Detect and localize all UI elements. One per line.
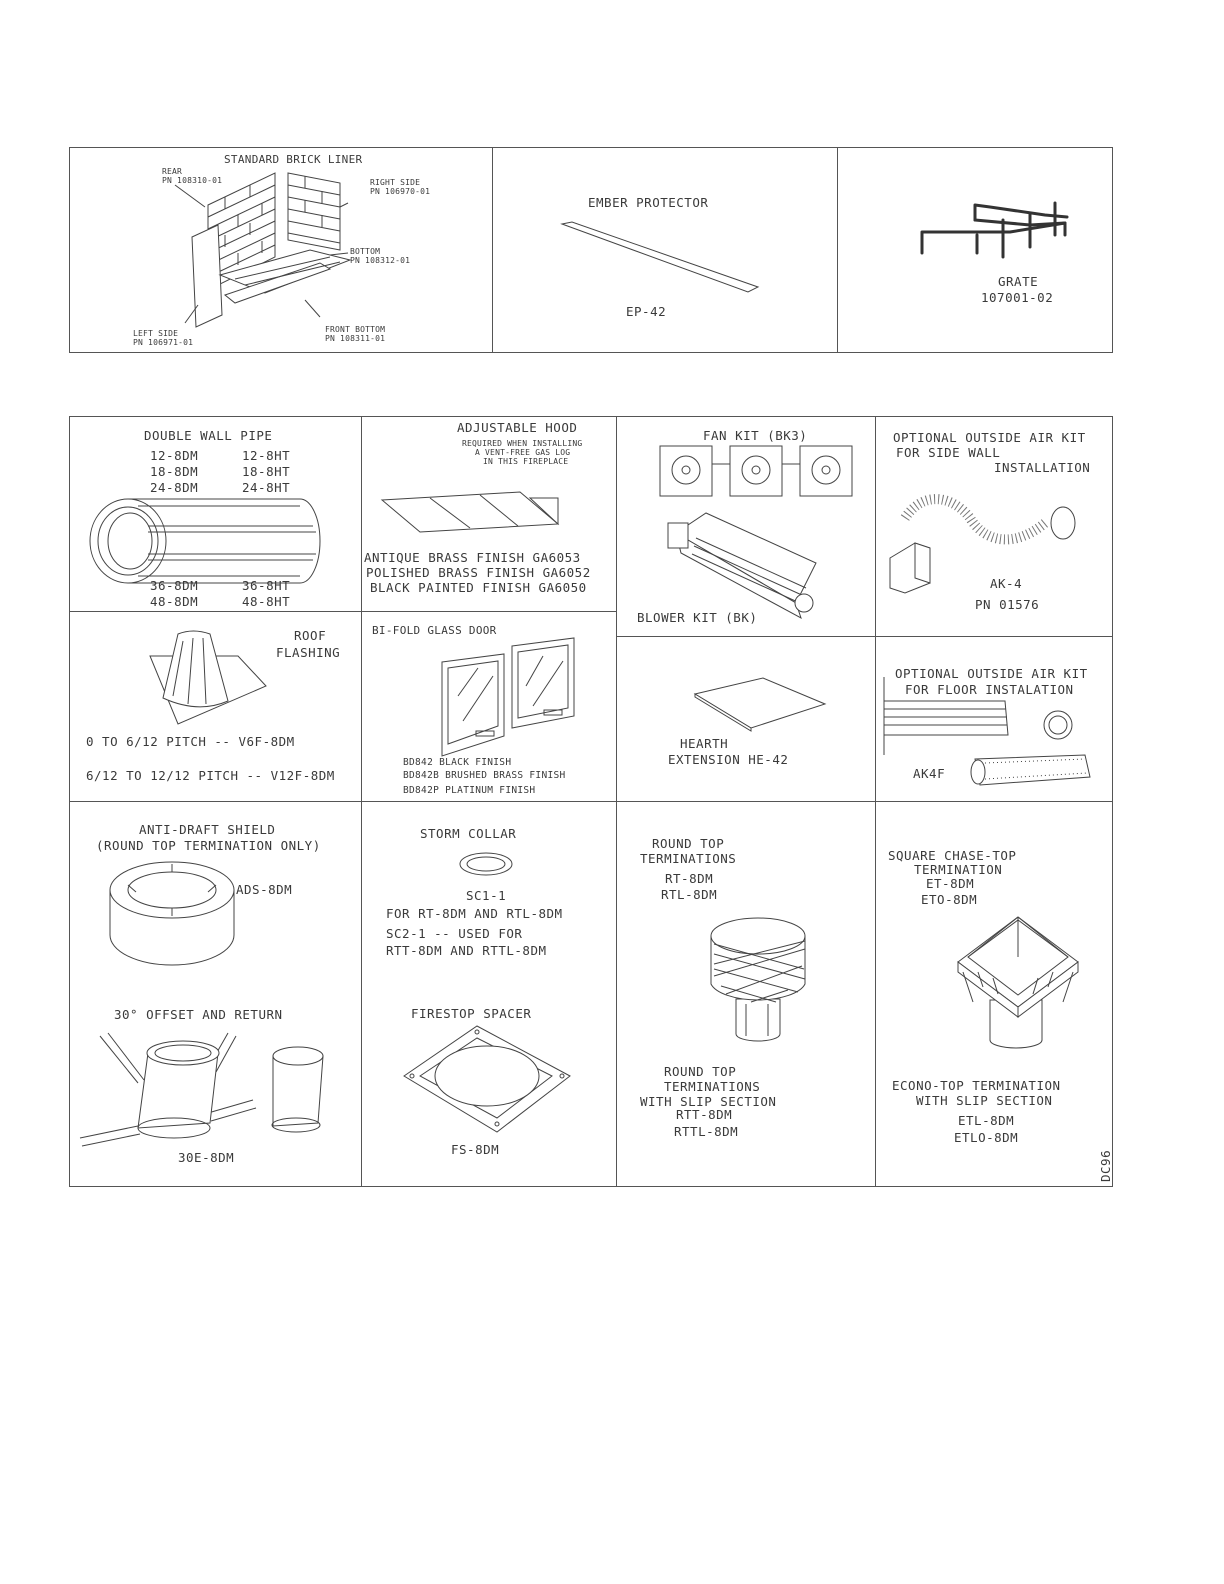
square-top-part: ETO-8DM <box>921 892 978 907</box>
round-top-part: RT-8DM <box>665 871 714 886</box>
right-side-pn: PN 106970-01 <box>370 187 431 196</box>
hearth-extension-drawing <box>693 676 828 731</box>
round-top-title: TERMINATIONS <box>640 851 737 866</box>
glass-door-finish: BD842B BRUSHED BRASS FINISH <box>403 770 566 781</box>
air-kit-side-pn: PN 01576 <box>975 597 1040 612</box>
hearth-title: EXTENSION HE-42 <box>668 752 789 767</box>
round-top-slip-part: RTTL-8DM <box>674 1124 739 1139</box>
round-top-slip-title: ROUND TOP <box>664 1064 737 1079</box>
glass-door-drawing <box>438 636 578 758</box>
roof-flashing-drawing <box>148 626 268 726</box>
grate-part: 107001-02 <box>981 290 1054 305</box>
storm-collar-drawing <box>456 850 516 880</box>
glass-door-finish: BD842 BLACK FINISH <box>403 757 512 768</box>
pipe-part: 24-8DM <box>150 480 199 495</box>
glass-door-finish: BD842P PLATINUM FINISH <box>403 785 536 796</box>
roof-flashing-title: FLASHING <box>276 645 341 660</box>
econo-top-title: WITH SLIP SECTION <box>916 1093 1053 1108</box>
round-top-title: ROUND TOP <box>652 836 725 851</box>
air-kit-floor-part: AK4F <box>913 766 946 781</box>
fan-kit-drawing <box>658 444 868 500</box>
hood-finish: BLACK PAINTED FINISH GA6050 <box>370 580 587 595</box>
ember-protector-title: EMBER PROTECTOR <box>588 195 709 210</box>
anti-draft-drawing <box>108 860 238 970</box>
pipe-part: 48-8DM <box>150 594 199 609</box>
air-kit-floor-title: OPTIONAL OUTSIDE AIR KIT <box>895 666 1088 681</box>
pipe-part: 18-8HT <box>242 464 291 479</box>
hood-title: ADJUSTABLE HOOD <box>457 420 578 435</box>
ember-protector-part: EP-42 <box>626 304 667 319</box>
anti-draft-title: ANTI-DRAFT SHIELD <box>139 822 276 837</box>
sc1-part: SC1-1 <box>466 888 507 903</box>
roof-pitch-1: 0 TO 6/12 PITCH -- V6F-8DM <box>86 734 295 749</box>
round-top-slip-title: WITH SLIP SECTION <box>640 1094 777 1109</box>
econo-top-title: ECONO-TOP TERMINATION <box>892 1078 1061 1093</box>
divider <box>69 611 616 612</box>
square-top-drawing <box>948 912 1088 1052</box>
hood-drawing <box>380 488 560 538</box>
rear-label: REAR <box>162 167 183 176</box>
offset-drawing <box>78 1028 348 1148</box>
econo-top-part: ETL-8DM <box>958 1113 1015 1128</box>
divider <box>837 147 838 353</box>
divider <box>616 636 1113 637</box>
pipe-part: 36-8DM <box>150 578 199 593</box>
square-top-title: TERMINATION <box>914 862 1003 877</box>
pipe-part: 12-8DM <box>150 448 199 463</box>
grate-title: GRATE <box>998 274 1039 289</box>
air-kit-side-title: FOR SIDE WALL <box>896 445 1001 460</box>
econo-top-part: ETLO-8DM <box>954 1130 1019 1145</box>
sc2-desc: RTT-8DM AND RTTL-8DM <box>386 943 547 958</box>
brick-liner-drawing <box>180 165 360 335</box>
square-top-title: SQUARE CHASE-TOP <box>888 848 1017 863</box>
hood-note: REQUIRED WHEN INSTALLING <box>462 439 583 448</box>
air-kit-floor-title: FOR FLOOR INSTALATION <box>905 682 1074 697</box>
sc2-part: SC2-1 -- USED FOR <box>386 926 523 941</box>
round-top-drawing <box>706 914 816 1044</box>
anti-draft-title: (ROUND TOP TERMINATION ONLY) <box>96 838 321 853</box>
blower-kit-label: BLOWER KIT (BK) <box>637 610 758 625</box>
storm-collar-title: STORM COLLAR <box>420 826 517 841</box>
drawing-id: DC96 <box>1098 1149 1113 1182</box>
pipe-part: 12-8HT <box>242 448 291 463</box>
air-kit-side-part: AK-4 <box>990 576 1023 591</box>
square-top-part: ET-8DM <box>926 876 975 891</box>
bottom-pn: PN 108312-01 <box>350 256 411 265</box>
bottom-label: BOTTOM <box>350 247 381 256</box>
hood-note: A VENT-FREE GAS LOG <box>475 448 571 457</box>
air-kit-side-title: OPTIONAL OUTSIDE AIR KIT <box>893 430 1086 445</box>
firestop-part: FS-8DM <box>451 1142 500 1157</box>
roof-flashing-title: ROOF <box>294 628 327 643</box>
hood-finish: ANTIQUE BRASS FINISH GA6053 <box>364 550 581 565</box>
air-kit-side-title: INSTALLATION <box>994 460 1091 475</box>
hood-finish: POLISHED BRASS FINISH GA6052 <box>366 565 591 580</box>
fan-kit-title: FAN KIT (BK3) <box>703 428 808 443</box>
right-side-label: RIGHT SIDE <box>370 178 421 187</box>
firestop-drawing <box>402 1024 572 1134</box>
pipe-part: 18-8DM <box>150 464 199 479</box>
roof-pitch-2: 6/12 TO 12/12 PITCH -- V12F-8DM <box>86 768 335 783</box>
offset-title: 30° OFFSET AND RETURN <box>114 1007 283 1022</box>
left-side-pn: PN 106971-01 <box>133 338 194 347</box>
divider <box>492 147 493 353</box>
ember-protector-drawing <box>560 222 760 297</box>
double-wall-pipe-drawing <box>88 496 328 586</box>
divider <box>69 801 1113 802</box>
round-top-slip-part: RTT-8DM <box>676 1107 733 1122</box>
pipe-part: 24-8HT <box>242 480 291 495</box>
sc1-desc: FOR RT-8DM AND RTL-8DM <box>386 906 563 921</box>
offset-part: 30E-8DM <box>178 1150 235 1165</box>
front-bottom-pn: PN 108311-01 <box>325 334 386 343</box>
glass-door-title: BI-FOLD GLASS DOOR <box>372 624 497 637</box>
air-kit-floor-drawing <box>880 675 1100 800</box>
pipe-part: 36-8HT <box>242 578 291 593</box>
rear-pn: PN 108310-01 <box>162 176 223 185</box>
left-side-label: LEFT SIDE <box>133 329 179 338</box>
anti-draft-part: ADS-8DM <box>236 882 293 897</box>
front-bottom-label: FRONT BOTTOM <box>325 325 386 334</box>
hood-note: IN THIS FIREPLACE <box>483 457 569 466</box>
round-top-slip-title: TERMINATIONS <box>664 1079 761 1094</box>
grate-drawing <box>915 195 1075 285</box>
pipe-part: 48-8HT <box>242 594 291 609</box>
round-top-part: RTL-8DM <box>661 887 718 902</box>
double-wall-pipe-title: DOUBLE WALL PIPE <box>144 428 273 443</box>
brick-liner-title: STANDARD BRICK LINER <box>224 153 363 166</box>
hearth-title: HEARTH <box>680 736 729 751</box>
firestop-title: FIRESTOP SPACER <box>411 1006 532 1021</box>
